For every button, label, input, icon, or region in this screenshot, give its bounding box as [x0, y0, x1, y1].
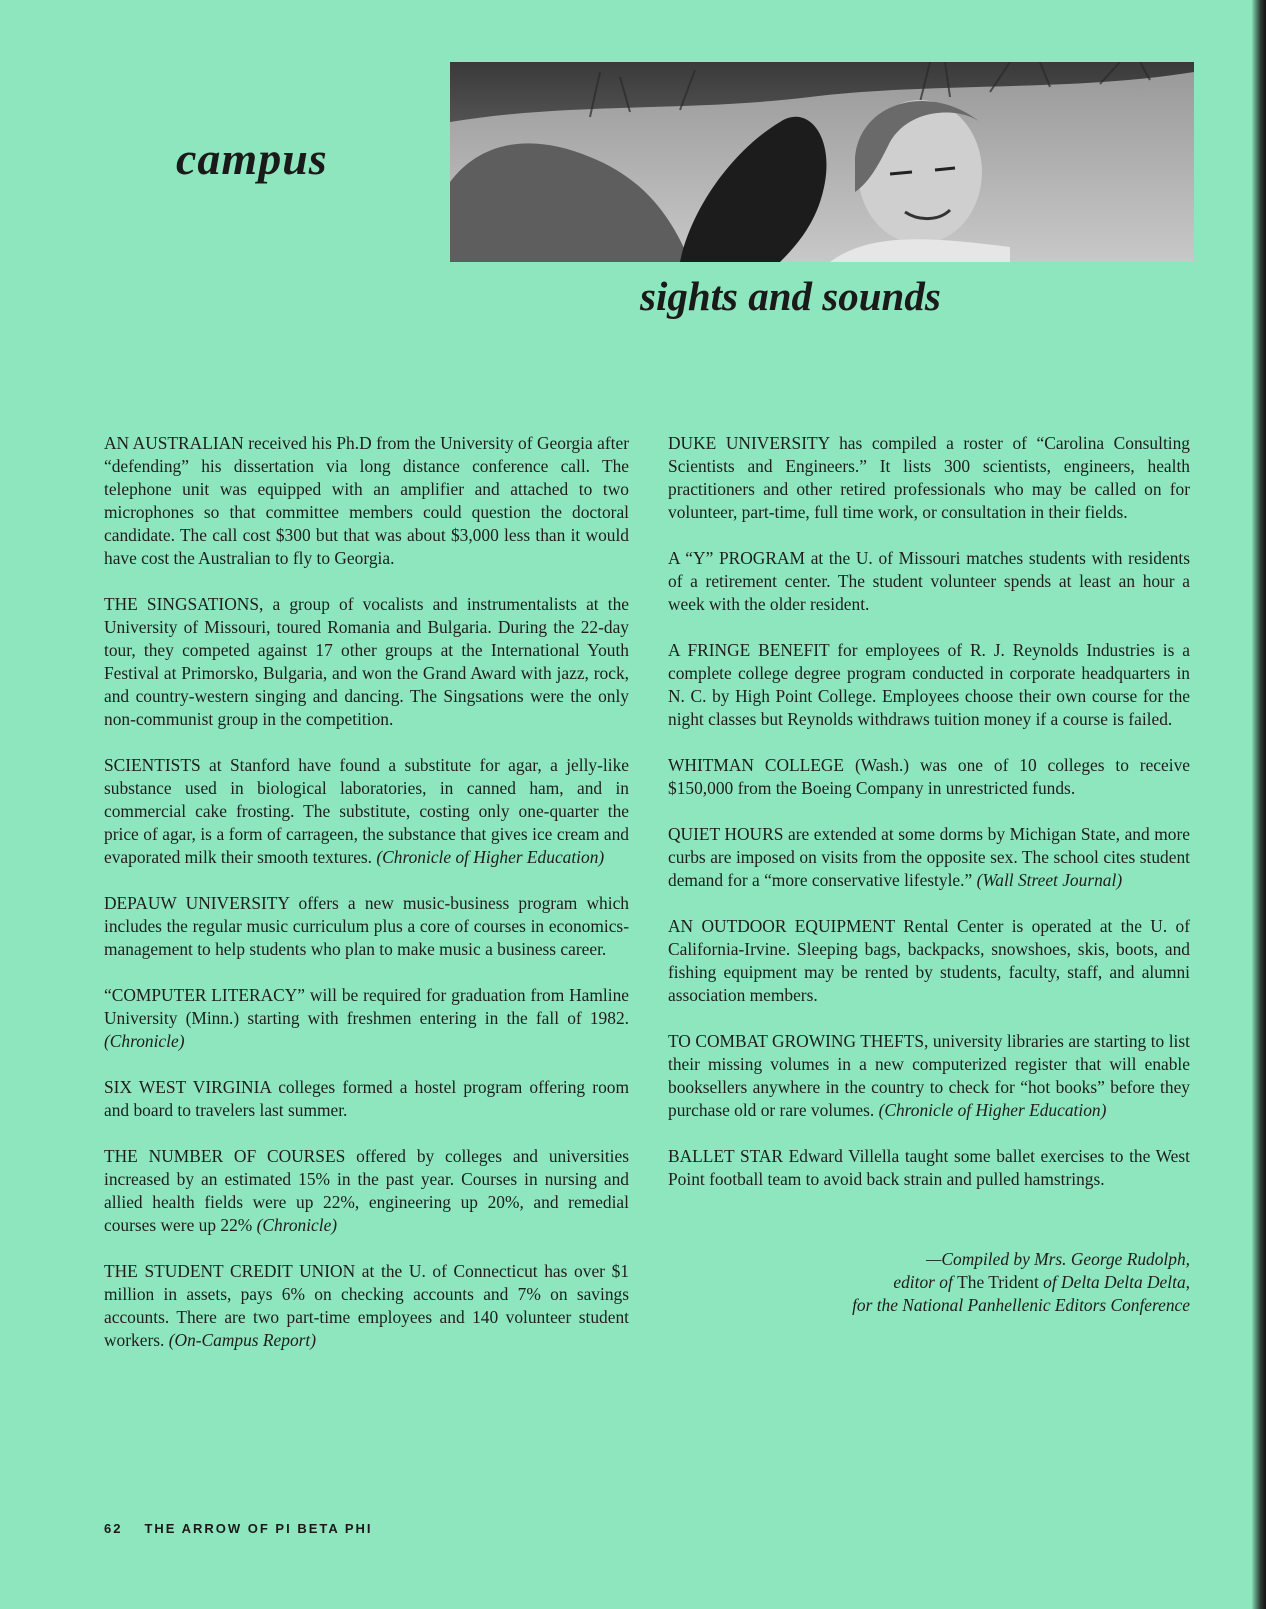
photo-illustration [450, 62, 1194, 262]
item-text: colleges formed a hostel program offering room and board to travelers last summer. [104, 1077, 629, 1120]
item-text: (Wash.) was one of 10 colleges to receive $150,000 from the Boeing Company in unrestricted funds. [668, 755, 1190, 798]
article-item [104, 892, 629, 961]
article-item [668, 1145, 1190, 1191]
item-text: at the U. of Missouri matches students with residents of a retirement center. The student volunteer spends at least an hour a week with the older resident. [668, 548, 1190, 614]
item-text: a group of vocalists and instrumentalists at the University of Missouri, toured Romania and Bulgaria. During the 22-day tour, they competed against 17 other groups at the International Youth Festival at Primorsko, Bulgaria, and won the Grand Award with jazz, rock, and country-western singing and dancing. The Singsations were the only non-communist group in the competition. [104, 594, 629, 729]
article-item [104, 1260, 629, 1352]
attribution-line-1: —Compiled by Mrs. George Rudolph, [925, 1249, 1190, 1269]
article-item [104, 1145, 629, 1237]
item-lead: A “Y” PROGRAM [668, 548, 805, 568]
item-text: for employees of R. J. Reynolds Industries is a complete college degree program conducted in corporate headquarters in N. C. by High Point College. Employees choose their own course for the night classes but Reynolds withdraws tuition money if a course is failed. [668, 640, 1190, 729]
article-item [104, 984, 629, 1053]
item-lead: TO COMBAT GROWING THEFTS, [668, 1031, 929, 1051]
attribution-line-3: for the National Panhellenic Editors Conference [852, 1295, 1190, 1315]
attribution-editor-of: editor of [893, 1272, 958, 1292]
item-lead: BALLET STAR [668, 1146, 784, 1166]
item-citation: (Chronicle of Higher Education) [878, 1100, 1107, 1120]
item-text: university libraries are starting to list their missing volumes in a new computerized register that will enable booksellers anywhere in the country to check for “hot books” before they purchase old or rare volumes. [668, 1031, 1190, 1120]
article-item [104, 593, 629, 731]
item-text: offers a new music-business program which includes the regular music curriculum plus a core of courses in economics-management to help students who plan to make music a business career. [104, 893, 629, 959]
item-lead: “COMPUTER LITERACY” [104, 985, 306, 1005]
item-lead: THE SINGSATIONS, [104, 594, 264, 614]
item-citation: (Chronicle) [104, 1031, 185, 1051]
attribution [668, 1248, 1190, 1317]
article-item [668, 915, 1190, 1007]
item-lead: AN OUTDOOR EQUIPMENT [668, 916, 895, 936]
item-text: at Stanford have found a substitute for agar, a jelly-like substance used in biological laboratories, in canned ham, and in commercial cake frosting. The substitute, costing only one-quarter the price of agar, is a form of carrageen, the substance that gives ice cream and evaporated milk their smooth textures. [104, 755, 629, 867]
item-lead: SCIENTISTS [104, 755, 201, 775]
item-citation: (On-Campus Report) [168, 1330, 317, 1350]
item-citation: (Wall Street Journal) [976, 870, 1123, 890]
page-number: 62 [104, 1521, 123, 1536]
page-edge [1252, 0, 1266, 1609]
item-text: Edward Villella taught some ballet exercises to the West Point football team to avoid back strain and pulled hamstrings. [668, 1146, 1191, 1189]
article-item [104, 1076, 629, 1122]
left-column [104, 432, 629, 1375]
header-photo [450, 62, 1194, 262]
item-text: offered by colleges and universities increased by an estimated 15% in the past year. Courses in nursing and allied health fields were up 22%, engineering up 20%, and remedial courses were up 22% [104, 1146, 630, 1235]
item-text: Rental Center is operated at the U. of California-Irvine. Sleeping bags, backpacks, snowshoes, skis, boots, and fishing equipment may be rented by students, faculty, staff, and alumni association members. [668, 916, 1190, 1005]
item-lead: THE STUDENT CREDIT UNION [104, 1261, 356, 1281]
item-lead: A FRINGE BENEFIT [668, 640, 830, 660]
right-column [668, 432, 1190, 1317]
title-campus: campus [176, 133, 328, 184]
item-text: at the U. of Connecticut has over $1 million in assets, pays 6% on checking accounts and 7% on savings accounts. There are two part-time employees and 140 volunteer student workers. [104, 1261, 629, 1350]
item-text: will be required for graduation from Hamline University (Minn.) starting with freshmen entering in the fall of 1982. [104, 985, 629, 1028]
article-item [104, 432, 629, 570]
item-text: are extended at some dorms by Michigan State, and more curbs are imposed on visits from the opposite sex. The school cites student demand for a “more conservative lifestyle.” [668, 824, 1191, 890]
article-item [668, 1030, 1190, 1122]
attribution-sorority: of Delta Delta Delta, [1038, 1272, 1190, 1292]
page-footer [104, 1521, 373, 1536]
item-lead: THE NUMBER OF COURSES [104, 1146, 346, 1166]
item-citation: (Chronicle) [256, 1215, 338, 1235]
item-text: received his Ph.D from the University of Georgia after “defending” his dissertation via long distance conference call. The telephone unit was equipped with an amplifier and attached to two microphones so that committee members could question the doctoral candidate. The call cost $300 but that was about $3,000 less than it would have cost the Australian to fly to Georgia. [104, 433, 630, 568]
item-citation: (Chronicle of Higher Education) [376, 847, 605, 867]
item-lead: WHITMAN COLLEGE [668, 755, 845, 775]
article-item [668, 547, 1190, 616]
item-lead: DEPAUW UNIVERSITY [104, 893, 290, 913]
title-sights-and-sounds: sights and sounds [640, 273, 941, 319]
item-lead: QUIET HOURS [668, 824, 784, 844]
item-text: has compiled a roster of “Carolina Consulting Scientists and Engineers.” It lists 300 scientists, engineers, health practitioners and other retired professionals who may be called on for volunteer, part-time, full time work, or consultation in their fields. [668, 433, 1190, 522]
attribution-publication: The Trident [957, 1272, 1039, 1292]
item-lead: SIX WEST VIRGINIA [104, 1077, 272, 1097]
publication-name: THE ARROW OF PI BETA PHI [144, 1521, 373, 1536]
article-item [104, 754, 629, 869]
attribution-line-2 [668, 1271, 1190, 1294]
article-item [668, 754, 1190, 800]
article-item [668, 639, 1190, 731]
item-lead: AN AUSTRALIAN [104, 433, 244, 453]
article-item [668, 823, 1190, 892]
item-lead: DUKE UNIVERSITY [668, 433, 830, 453]
article-item [668, 432, 1190, 524]
